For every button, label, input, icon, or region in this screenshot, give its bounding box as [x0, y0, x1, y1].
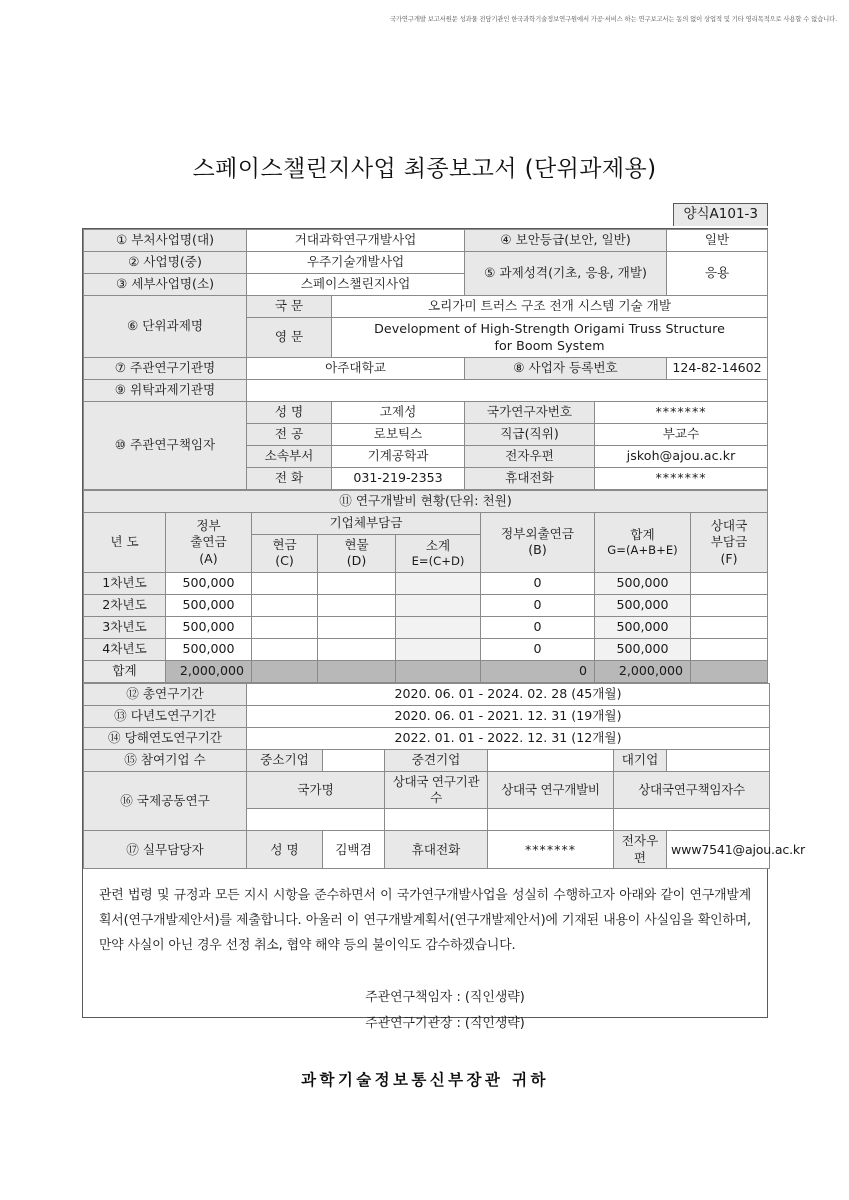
partner-line2: 부담금 — [710, 534, 748, 550]
row10-email-label: 전자우편 — [465, 446, 595, 468]
row17-label: ⑰ 실무담당자 — [84, 831, 247, 869]
row14-label: ⑭ 당해연도연구기간 — [84, 727, 247, 749]
table-row — [84, 727, 770, 749]
budget-total: 500,000 — [595, 572, 691, 594]
budget-gov: 500,000 — [166, 638, 252, 660]
table-row — [84, 594, 768, 616]
total-line2: G=(A+B+E) — [607, 543, 678, 557]
row6-label: ⑥ 단위과제명 — [84, 296, 247, 358]
form-code-badge: 양식A101-3 — [673, 203, 768, 226]
table-row — [84, 402, 768, 424]
row13-label: ⑬ 다년도연구기간 — [84, 705, 247, 727]
row1-value: 거대과학연구개발사업 — [247, 230, 465, 252]
row10-dept-label: 소속부서 — [247, 446, 332, 468]
table-row — [84, 616, 768, 638]
gov-line1: 정부 — [196, 517, 221, 533]
row10-regno-label: 국가연구자번호 — [465, 402, 595, 424]
row10-dept-value: 기계공학과 — [332, 446, 465, 468]
budget-col-nongov — [481, 513, 595, 573]
budget-inkind — [318, 616, 396, 638]
form-code-row — [82, 203, 768, 226]
budget-header-row — [84, 513, 768, 535]
partner-line3: (F) — [720, 550, 738, 566]
table-row — [84, 705, 770, 727]
budget-sum-row — [84, 660, 768, 682]
budget-nongov: 0 — [481, 594, 595, 616]
budget-sum-cash — [252, 660, 318, 682]
budget-gov: 500,000 — [166, 594, 252, 616]
budget-col-subtotal — [396, 535, 481, 573]
row16-institutes-label: 상대국 연구기관수 — [385, 771, 488, 809]
row10-tel-label: 전 화 — [247, 468, 332, 490]
cash-line1: 현금 — [272, 537, 297, 552]
row10-name-label: 성 명 — [247, 402, 332, 424]
table-row — [84, 572, 768, 594]
row5-label: ⑤ 과제성격(기초, 응용, 개발) — [465, 252, 667, 296]
row17-email-label: 전자우편 — [614, 831, 667, 869]
row10-tel-value: 031-219-2353 — [332, 468, 465, 490]
row3-value: 스페이스챌린지사업 — [247, 274, 465, 296]
row16-funds-label: 상대국 연구개발비 — [488, 771, 614, 809]
budget-partner — [691, 638, 768, 660]
partner-line1: 상대국 — [710, 517, 748, 533]
row6-korean-value: 오리가미 트러스 구조 전개 시스템 기술 개발 — [332, 296, 768, 318]
row10-label: ⑩ 주관연구책임자 — [84, 402, 247, 490]
budget-partner — [691, 594, 768, 616]
budget-table — [83, 490, 768, 683]
signature-institution: 주관연구기관장 : (직인생략) — [365, 1016, 525, 1032]
budget-sum-inkind — [318, 660, 396, 682]
inkind-line1: 현물 — [344, 537, 369, 552]
gov-line2: 출연금 — [190, 534, 227, 550]
row8-value: 124-82-14602 — [667, 358, 768, 380]
budget-total: 500,000 — [595, 638, 691, 660]
budget-cash — [252, 572, 318, 594]
budget-col-total — [595, 513, 691, 573]
budget-sum-partner — [691, 660, 768, 682]
budget-sum-year: 합계 — [84, 660, 166, 682]
row12-label: ⑫ 총연구기간 — [84, 683, 247, 705]
copyright-notice: 국가연구개발 보고서원문 성과물 전담기관인 한국과학기술정보연구원에서 가공·서비스 하는 연구보고서는 동의 없이 상업적 및 기타 영리목적으로 사용할 수 없습니다. — [389, 16, 837, 23]
row7-label: ⑦ 주관연구기관명 — [84, 358, 247, 380]
row14-value: 2022. 01. 01 - 2022. 12. 31 (12개월) — [247, 727, 770, 749]
row15-large-label: 대기업 — [614, 749, 667, 771]
budget-subtotal — [396, 638, 481, 660]
total-line1: 합계 — [630, 526, 655, 542]
budget-gov: 500,000 — [166, 572, 252, 594]
row10-name-value: 고제성 — [332, 402, 465, 424]
page-title: 스페이스챌린지사업 최종보고서 (단위과제용) — [192, 156, 657, 182]
budget-sum-gov: 2,000,000 — [166, 660, 252, 682]
budget-col-company-group: 기업체부담금 — [252, 513, 481, 535]
table-row — [84, 252, 768, 274]
row15-large-value — [667, 749, 770, 771]
row9-value — [247, 380, 768, 402]
row5-value: 응용 — [667, 252, 768, 296]
row10-major-label: 전 공 — [247, 424, 332, 446]
budget-year: 2차년도 — [84, 594, 166, 616]
row7-value: 아주대학교 — [247, 358, 465, 380]
row6-english-value: Development of High-Strength Origami Truss Structure for Boom System — [332, 318, 768, 358]
budget-subtotal — [396, 616, 481, 638]
budget-partner — [691, 572, 768, 594]
nongov-line1: 정부외출연금 — [501, 526, 574, 541]
row15-mid-value — [488, 749, 614, 771]
budget-sum-nongov: 0 — [481, 660, 595, 682]
declaration-text: 관련 법령 및 규정과 모든 지시 시항을 준수하면서 이 국가연구개발사업을 성실히 수행하고자 아래와 같이 연구개발계획서(연구개발제안서)를 제출합니다. 아울러 이 연구개발계획서(연구개발제안서)에 기재된 내용이 사실임을 확인하며, 만약 사실이 아닌 경우 선정 취소, 협약 해약 등의 불이익도 감수하겠습니다. — [99, 888, 751, 954]
budget-cash — [252, 616, 318, 638]
budget-col-year: 년 도 — [84, 513, 166, 573]
row15-sme-label: 중소기업 — [247, 749, 323, 771]
row2-label: ② 사업명(중) — [84, 252, 247, 274]
budget-nongov: 0 — [481, 638, 595, 660]
table-row — [84, 683, 770, 705]
cash-line2: (C) — [275, 553, 294, 569]
budget-nongov: 0 — [481, 616, 595, 638]
budget-sum-subtotal — [396, 660, 481, 682]
subtotal-line2: E=(C+D) — [411, 554, 465, 568]
gov-line3: (A) — [199, 550, 218, 566]
row10-mobile-label: 휴대전화 — [465, 468, 595, 490]
row6-korean-label: 국 문 — [247, 296, 332, 318]
row16-country-label: 국가명 — [247, 771, 385, 809]
row10-regno-value: ******* — [595, 402, 768, 424]
row1-label: ① 부처사업명(대) — [84, 230, 247, 252]
row10-rank-value: 부교수 — [595, 424, 768, 446]
row16-country-value — [247, 809, 385, 831]
budget-year: 4차년도 — [84, 638, 166, 660]
row17-email-value: www7541@ajou.ac.kr — [667, 831, 770, 869]
row16-leaders-value — [614, 809, 770, 831]
budget-col-cash — [252, 535, 318, 573]
table-row — [84, 358, 768, 380]
row12-value: 2020. 06. 01 - 2024. 02. 28 (45개월) — [247, 683, 770, 705]
signature-block — [99, 985, 751, 1038]
budget-col-partner — [691, 513, 768, 573]
row15-mid-label: 중견기업 — [385, 749, 488, 771]
row9-label: ⑨ 위탁과제기관명 — [84, 380, 247, 402]
budget-gov: 500,000 — [166, 616, 252, 638]
budget-inkind — [318, 594, 396, 616]
row13-value: 2020. 06. 01 - 2021. 12. 31 (19개월) — [247, 705, 770, 727]
row15-sme-value — [323, 749, 385, 771]
budget-col-government — [166, 513, 252, 573]
row8-label: ⑧ 사업자 등록번호 — [465, 358, 667, 380]
budget-cash — [252, 638, 318, 660]
budget-subtotal — [396, 594, 481, 616]
row17-name-value: 김백겸 — [323, 831, 385, 869]
declaration-section — [83, 869, 767, 1089]
budget-partner — [691, 616, 768, 638]
table-row — [84, 771, 770, 809]
period-and-contact-table — [83, 683, 805, 869]
signature-leader: 주관연구책임자 : (직인생략) — [365, 989, 525, 1005]
budget-subtotal — [396, 572, 481, 594]
budget-total: 500,000 — [595, 616, 691, 638]
budget-title-band — [84, 491, 768, 513]
row17-name-label: 성 명 — [247, 831, 323, 869]
table-row — [84, 296, 768, 318]
row16-leaders-label: 상대국연구책임자수 — [614, 771, 770, 809]
budget-inkind — [318, 638, 396, 660]
row17-mobile-label: 휴대전화 — [385, 831, 488, 869]
budget-band-title: ⑪ 연구개발비 현황(단위: 천원) — [84, 491, 768, 513]
table-row — [84, 749, 770, 771]
table-row — [84, 638, 768, 660]
addressee-line: 과학기술정보통신부장관 귀하 — [301, 1070, 549, 1089]
subtotal-line1: 소계 — [425, 537, 451, 553]
table-row — [84, 380, 768, 402]
row3-label: ③ 세부사업명(소) — [84, 274, 247, 296]
row16-institutes-value — [385, 809, 488, 831]
row15-label: ⑮ 참여기업 수 — [84, 749, 247, 771]
budget-col-inkind — [318, 535, 396, 573]
row10-major-value: 로보틱스 — [332, 424, 465, 446]
nongov-line2: (B) — [528, 542, 547, 558]
budget-year: 1차년도 — [84, 572, 166, 594]
row17-mobile-value: ******* — [488, 831, 614, 869]
budget-sum-total: 2,000,000 — [595, 660, 691, 682]
table-row — [84, 230, 768, 252]
row10-mobile-value: ******* — [595, 468, 768, 490]
report-cover-form — [82, 228, 805, 1089]
row4-value: 일반 — [667, 230, 768, 252]
identification-table — [83, 229, 768, 490]
budget-inkind — [318, 572, 396, 594]
budget-cash — [252, 594, 318, 616]
table-row — [84, 831, 770, 869]
budget-nongov: 0 — [481, 572, 595, 594]
row4-label: ④ 보안등급(보안, 일반) — [465, 230, 667, 252]
row10-email-value: jskoh@ajou.ac.kr — [595, 446, 768, 468]
row6-english-label: 영 문 — [247, 318, 332, 358]
inkind-line2: (D) — [346, 553, 367, 569]
row16-label: ⑯ 국제공동연구 — [84, 771, 247, 831]
row16-funds-value — [488, 809, 614, 831]
row2-value: 우주기술개발사업 — [247, 252, 465, 274]
row10-rank-label: 직급(직위) — [465, 424, 595, 446]
budget-total: 500,000 — [595, 594, 691, 616]
budget-year: 3차년도 — [84, 616, 166, 638]
